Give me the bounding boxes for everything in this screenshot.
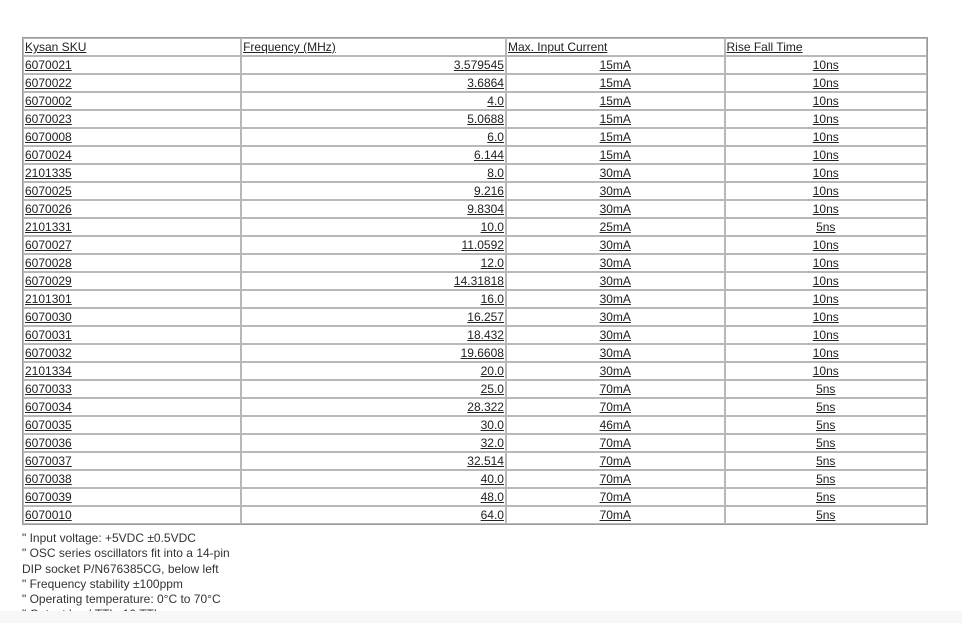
rise-fall-cell[interactable] — [725, 488, 927, 506]
current-link[interactable]: 70mA — [599, 472, 631, 486]
sku-link[interactable]: 6070029 — [25, 274, 72, 288]
table-row — [23, 164, 927, 182]
frequency-link[interactable]: 64.0 — [480, 508, 504, 522]
current-link[interactable]: 70mA — [599, 382, 631, 396]
sku-cell[interactable] — [23, 128, 241, 146]
table-row — [23, 272, 927, 290]
header-rise-fall-time[interactable]: Rise Fall Time — [725, 38, 927, 56]
sku-link[interactable]: 6070021 — [25, 58, 72, 72]
rise-fall-link[interactable]: 10ns — [812, 184, 839, 198]
current-cell[interactable] — [506, 290, 725, 308]
rise-fall-cell[interactable] — [725, 164, 927, 182]
frequency-link[interactable]: 25.0 — [480, 382, 504, 396]
table-row — [23, 308, 927, 326]
frequency-cell[interactable] — [241, 56, 506, 74]
sku-link[interactable]: 6070024 — [25, 148, 72, 162]
frequency-cell[interactable] — [241, 92, 506, 110]
rise-fall-link[interactable]: 10ns — [812, 202, 839, 216]
frequency-cell[interactable] — [241, 344, 506, 362]
sku-link[interactable]: 6070035 — [25, 418, 72, 432]
current-cell[interactable] — [506, 128, 725, 146]
sku-cell[interactable] — [23, 362, 241, 380]
rise-fall-cell[interactable] — [725, 416, 927, 434]
frequency-cell[interactable] — [241, 290, 506, 308]
table-row — [23, 200, 927, 218]
rise-fall-link[interactable]: 5ns — [816, 220, 836, 234]
table-row — [23, 290, 927, 308]
rise-fall-link[interactable]: 5ns — [816, 436, 836, 450]
current-cell[interactable] — [506, 110, 725, 128]
table-row — [23, 452, 927, 470]
sku-cell[interactable] — [23, 326, 241, 344]
current-cell[interactable] — [506, 146, 725, 164]
header-max-input-current[interactable]: Max. Input Current — [506, 38, 725, 56]
table-row — [23, 344, 927, 362]
current-cell[interactable] — [506, 254, 725, 272]
frequency-link[interactable]: 11.0592 — [461, 238, 504, 252]
rise-fall-cell[interactable] — [725, 344, 927, 362]
sku-cell[interactable] — [23, 344, 241, 362]
table-row — [23, 254, 927, 272]
current-cell[interactable] — [506, 182, 725, 200]
rise-fall-link[interactable]: 10ns — [812, 112, 839, 126]
sku-cell[interactable] — [23, 164, 241, 182]
current-link[interactable]: 30mA — [599, 202, 631, 216]
sku-link[interactable]: 6070037 — [25, 454, 72, 468]
frequency-cell[interactable] — [241, 398, 506, 416]
frequency-cell[interactable] — [241, 128, 506, 146]
table-header-row — [23, 38, 927, 56]
rise-fall-link[interactable]: 10ns — [812, 328, 839, 342]
frequency-cell[interactable] — [241, 416, 506, 434]
current-link[interactable]: 30mA — [599, 310, 631, 324]
rise-fall-cell[interactable] — [725, 218, 927, 236]
frequency-cell[interactable] — [241, 506, 506, 524]
rise-fall-link[interactable]: 10ns — [812, 148, 839, 162]
current-link[interactable]: 30mA — [599, 274, 631, 288]
rise-fall-link[interactable]: 10ns — [812, 76, 839, 90]
sku-cell[interactable] — [23, 236, 241, 254]
sku-link[interactable]: 6070026 — [25, 202, 72, 216]
sku-cell[interactable] — [23, 218, 241, 236]
note-line: " Operating temperature: 0°C to 70°C — [22, 592, 221, 607]
sku-link[interactable]: 6070025 — [25, 184, 72, 198]
rise-fall-link[interactable]: 10ns — [812, 310, 839, 324]
sku-link[interactable]: 2101331 — [25, 220, 72, 234]
rise-fall-link[interactable]: 10ns — [812, 238, 839, 252]
frequency-cell[interactable] — [241, 164, 506, 182]
frequency-cell[interactable] — [241, 380, 506, 398]
frequency-cell[interactable] — [241, 236, 506, 254]
sku-cell[interactable] — [23, 488, 241, 506]
current-link[interactable]: 30mA — [599, 184, 631, 198]
frequency-link[interactable]: 16.0 — [480, 292, 504, 306]
current-link[interactable]: 70mA — [599, 400, 631, 414]
rise-fall-link[interactable]: 5ns — [816, 454, 836, 468]
frequency-link[interactable]: 6.144 — [473, 148, 504, 162]
table-row — [23, 74, 927, 92]
table-row — [23, 146, 927, 164]
oscillator-spec-table — [22, 37, 928, 525]
current-link[interactable]: 15mA — [599, 94, 631, 108]
rise-fall-cell[interactable] — [725, 290, 927, 308]
current-link[interactable]: 25mA — [599, 220, 631, 234]
rise-fall-link[interactable]: 10ns — [812, 58, 839, 72]
sku-cell[interactable] — [23, 146, 241, 164]
sku-link[interactable]: 2101335 — [25, 166, 72, 180]
rise-fall-cell[interactable] — [725, 182, 927, 200]
spec-notes — [22, 531, 928, 623]
current-link[interactable]: 30mA — [599, 292, 631, 306]
current-link[interactable]: 15mA — [599, 148, 631, 162]
rise-fall-link[interactable]: 5ns — [816, 400, 836, 414]
current-cell[interactable] — [506, 164, 725, 182]
frequency-cell[interactable] — [241, 146, 506, 164]
sku-cell[interactable] — [23, 506, 241, 524]
rise-fall-link[interactable]: 10ns — [812, 274, 839, 288]
table-row — [23, 506, 927, 524]
current-cell[interactable] — [506, 236, 725, 254]
current-cell[interactable] — [506, 326, 725, 344]
current-link[interactable]: 15mA — [599, 112, 631, 126]
table-row — [23, 218, 927, 236]
table-row — [23, 92, 927, 110]
sku-link[interactable]: 6070033 — [25, 382, 72, 396]
sku-cell[interactable] — [23, 182, 241, 200]
rise-fall-link[interactable]: 10ns — [812, 130, 839, 144]
frequency-link[interactable]: 28.322 — [467, 400, 504, 414]
current-link[interactable]: 46mA — [599, 418, 631, 432]
current-cell[interactable] — [506, 488, 725, 506]
header-frequency[interactable]: Frequency (MHz) — [241, 38, 506, 56]
frequency-link[interactable]: 3.579545 — [453, 58, 504, 72]
sku-link[interactable]: 6070034 — [25, 400, 72, 414]
rise-fall-link[interactable]: 5ns — [816, 472, 836, 486]
frequency-link[interactable]: 40.0 — [480, 472, 504, 486]
rise-fall-cell[interactable] — [725, 506, 927, 524]
table-row — [23, 470, 927, 488]
frequency-cell[interactable] — [241, 326, 506, 344]
rise-fall-link[interactable]: 5ns — [816, 418, 836, 432]
rise-fall-link[interactable]: 5ns — [816, 508, 836, 522]
current-link[interactable]: 30mA — [599, 238, 631, 252]
frequency-link[interactable]: 9.216 — [473, 184, 504, 198]
sku-link[interactable]: 6070038 — [25, 472, 72, 486]
frequency-link[interactable]: 9.8304 — [467, 202, 504, 216]
current-link[interactable]: 15mA — [599, 58, 631, 72]
current-cell[interactable] — [506, 398, 725, 416]
frequency-cell[interactable] — [241, 254, 506, 272]
current-cell[interactable] — [506, 416, 725, 434]
current-cell[interactable] — [506, 452, 725, 470]
rise-fall-cell[interactable] — [725, 380, 927, 398]
sku-link[interactable]: 6070027 — [25, 238, 72, 252]
rise-fall-link[interactable]: 10ns — [812, 256, 839, 270]
sku-link[interactable]: 6070010 — [25, 508, 72, 522]
frequency-cell[interactable] — [241, 182, 506, 200]
footer-strip — [0, 611, 962, 623]
frequency-link[interactable]: 48.0 — [480, 490, 504, 504]
frequency-link[interactable]: 8.0 — [487, 166, 504, 180]
table-row — [23, 326, 927, 344]
frequency-link[interactable]: 10.0 — [480, 220, 504, 234]
table-row — [23, 380, 927, 398]
current-cell[interactable] — [506, 344, 725, 362]
frequency-cell[interactable] — [241, 272, 506, 290]
current-cell[interactable] — [506, 200, 725, 218]
sku-cell[interactable] — [23, 56, 241, 74]
frequency-cell[interactable] — [241, 308, 506, 326]
frequency-cell[interactable] — [241, 470, 506, 488]
frequency-link[interactable]: 32.0 — [480, 436, 504, 450]
frequency-link[interactable]: 16.257 — [467, 310, 504, 324]
sku-cell[interactable] — [23, 380, 241, 398]
current-cell[interactable] — [506, 506, 725, 524]
sku-cell[interactable] — [23, 110, 241, 128]
current-link[interactable]: 70mA — [599, 490, 631, 504]
current-cell[interactable] — [506, 56, 725, 74]
sku-link[interactable]: 6070031 — [25, 328, 72, 342]
current-cell[interactable] — [506, 362, 725, 380]
rise-fall-cell[interactable] — [725, 92, 927, 110]
sku-link[interactable]: 6070039 — [25, 490, 72, 504]
frequency-link[interactable]: 4.0 — [487, 94, 504, 108]
current-cell[interactable] — [506, 380, 725, 398]
frequency-link[interactable]: 32.514 — [467, 454, 504, 468]
sku-link[interactable]: 6070036 — [25, 436, 72, 450]
rise-fall-cell[interactable] — [725, 236, 927, 254]
current-link[interactable]: 15mA — [599, 130, 631, 144]
current-link[interactable]: 70mA — [599, 508, 631, 522]
sku-link[interactable]: 6070032 — [25, 346, 72, 360]
rise-fall-cell[interactable] — [725, 362, 927, 380]
rise-fall-cell[interactable] — [725, 128, 927, 146]
rise-fall-cell[interactable] — [725, 452, 927, 470]
spec-section — [22, 37, 928, 623]
rise-fall-link[interactable]: 5ns — [816, 490, 836, 504]
note-line: " Input voltage: +5VDC ±0.5VDC — [22, 531, 196, 545]
sku-cell[interactable] — [23, 434, 241, 452]
table-row — [23, 110, 927, 128]
current-link[interactable]: 30mA — [599, 256, 631, 270]
current-cell[interactable] — [506, 272, 725, 290]
current-cell[interactable] — [506, 308, 725, 326]
rise-fall-link[interactable]: 5ns — [816, 382, 836, 396]
sku-cell[interactable] — [23, 92, 241, 110]
sku-cell[interactable] — [23, 74, 241, 92]
frequency-link[interactable]: 6.0 — [487, 130, 504, 144]
rise-fall-link[interactable]: 10ns — [812, 292, 839, 306]
frequency-cell[interactable] — [241, 362, 506, 380]
current-cell[interactable] — [506, 218, 725, 236]
sku-link[interactable]: 6070022 — [25, 76, 72, 90]
sku-link[interactable]: 6070023 — [25, 112, 72, 126]
frequency-link[interactable]: 12.0 — [480, 256, 504, 270]
frequency-link[interactable]: 14.31818 — [453, 274, 504, 288]
frequency-link[interactable]: 30.0 — [480, 418, 504, 432]
table-row — [23, 56, 927, 74]
rise-fall-link[interactable]: 10ns — [812, 346, 839, 360]
frequency-link[interactable]: 20.0 — [480, 364, 504, 378]
frequency-link[interactable]: 3.6864 — [467, 76, 504, 90]
rise-fall-link[interactable]: 10ns — [812, 166, 839, 180]
sku-cell[interactable] — [23, 254, 241, 272]
sku-cell[interactable] — [23, 470, 241, 488]
note-line: " OSC series oscillators fit into a 14-pin — [22, 546, 230, 561]
current-link[interactable]: 30mA — [599, 166, 631, 180]
rise-fall-cell[interactable] — [725, 470, 927, 488]
current-cell[interactable] — [506, 470, 725, 488]
sku-cell[interactable] — [23, 416, 241, 434]
current-link[interactable]: 70mA — [599, 454, 631, 468]
rise-fall-cell[interactable] — [725, 272, 927, 290]
current-link[interactable]: 15mA — [599, 76, 631, 90]
rise-fall-cell[interactable] — [725, 200, 927, 218]
table-row — [23, 362, 927, 380]
current-cell[interactable] — [506, 74, 725, 92]
rise-fall-cell[interactable] — [725, 398, 927, 416]
header-sku[interactable]: Kysan SKU — [23, 38, 241, 56]
sku-link[interactable]: 6070028 — [25, 256, 72, 270]
frequency-link[interactable]: 19.6608 — [460, 346, 504, 360]
table-row — [23, 128, 927, 146]
table-row — [23, 236, 927, 254]
current-link[interactable]: 30mA — [599, 346, 631, 360]
sku-link[interactable]: 2101334 — [25, 364, 72, 378]
sku-cell[interactable] — [23, 272, 241, 290]
table-row — [23, 488, 927, 506]
rise-fall-link[interactable]: 10ns — [812, 94, 839, 108]
sku-link[interactable]: 2101301 — [25, 292, 72, 306]
frequency-cell[interactable] — [241, 74, 506, 92]
rise-fall-cell[interactable] — [725, 74, 927, 92]
sku-cell[interactable] — [23, 452, 241, 470]
rise-fall-cell[interactable] — [725, 254, 927, 272]
table-body — [23, 56, 927, 524]
current-cell[interactable] — [506, 434, 725, 452]
frequency-cell[interactable] — [241, 218, 506, 236]
sku-cell[interactable] — [23, 200, 241, 218]
sku-cell[interactable] — [23, 290, 241, 308]
rise-fall-cell[interactable] — [725, 56, 927, 74]
rise-fall-cell[interactable] — [725, 110, 927, 128]
table-row — [23, 416, 927, 434]
rise-fall-cell[interactable] — [725, 434, 927, 452]
table-row — [23, 434, 927, 452]
sku-link[interactable]: 6070002 — [25, 94, 72, 108]
rise-fall-link[interactable]: 10ns — [812, 364, 839, 378]
current-cell[interactable] — [506, 92, 725, 110]
sku-cell[interactable] — [23, 398, 241, 416]
table-row — [23, 398, 927, 416]
sku-link[interactable]: 6070030 — [25, 310, 72, 324]
note-line: DIP socket P/N676385CG, below left — [22, 561, 219, 576]
frequency-cell[interactable] — [241, 452, 506, 470]
frequency-link[interactable]: 18.432 — [467, 328, 504, 342]
current-link[interactable]: 70mA — [599, 436, 631, 450]
frequency-cell[interactable] — [241, 200, 506, 218]
table-row — [23, 182, 927, 200]
frequency-cell[interactable] — [241, 488, 506, 506]
sku-link[interactable]: 6070008 — [25, 130, 72, 144]
current-link[interactable]: 30mA — [599, 364, 631, 378]
current-link[interactable]: 30mA — [599, 328, 631, 342]
rise-fall-cell[interactable] — [725, 146, 927, 164]
rise-fall-cell[interactable] — [725, 308, 927, 326]
note-line: " Frequency stability ±100ppm — [22, 576, 183, 591]
frequency-cell[interactable] — [241, 434, 506, 452]
frequency-link[interactable]: 5.0688 — [467, 112, 504, 126]
frequency-cell[interactable] — [241, 110, 506, 128]
rise-fall-cell[interactable] — [725, 326, 927, 344]
sku-cell[interactable] — [23, 308, 241, 326]
